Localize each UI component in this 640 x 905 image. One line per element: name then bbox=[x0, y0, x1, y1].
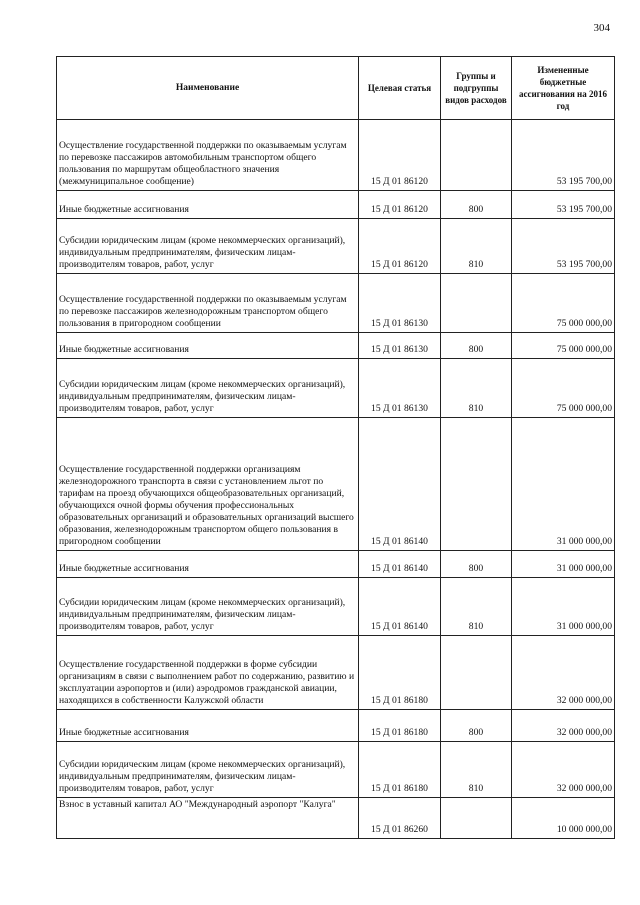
row-code: 15 Д 01 86120 bbox=[359, 191, 441, 219]
table-row bbox=[57, 219, 615, 274]
row-group bbox=[441, 798, 512, 839]
row-amount: 31 000 000,00 bbox=[512, 578, 615, 636]
table-row bbox=[57, 333, 615, 359]
row-name: Субсидии юридическим лицам (кроме некоммерческих организаций), индивидуальным предпринимателям, физическим лицам-производителям товаров, работ, услуг bbox=[57, 359, 359, 418]
row-group: 810 bbox=[441, 578, 512, 636]
row-code: 15 Д 01 86120 bbox=[359, 120, 441, 191]
row-amount: 31 000 000,00 bbox=[512, 418, 615, 551]
row-amount: 10 000 000,00 bbox=[512, 798, 615, 839]
row-amount: 75 000 000,00 bbox=[512, 359, 615, 418]
row-amount: 53 195 700,00 bbox=[512, 219, 615, 274]
row-name: Иные бюджетные ассигнования bbox=[57, 333, 359, 359]
row-code: 15 Д 01 86180 bbox=[359, 742, 441, 798]
header-name: Наименование bbox=[57, 57, 359, 120]
row-code: 15 Д 01 86130 bbox=[359, 359, 441, 418]
row-name: Иные бюджетные ассигнования bbox=[57, 710, 359, 742]
budget-table bbox=[56, 56, 615, 839]
row-code: 15 Д 01 86140 bbox=[359, 578, 441, 636]
row-group: 800 bbox=[441, 191, 512, 219]
table-row bbox=[57, 578, 615, 636]
table-row bbox=[57, 418, 615, 551]
row-group bbox=[441, 274, 512, 333]
row-amount: 75 000 000,00 bbox=[512, 333, 615, 359]
table-row bbox=[57, 359, 615, 418]
row-amount: 31 000 000,00 bbox=[512, 551, 615, 578]
row-group bbox=[441, 636, 512, 710]
row-amount: 32 000 000,00 bbox=[512, 710, 615, 742]
row-code: 15 Д 01 86130 bbox=[359, 274, 441, 333]
row-group: 810 bbox=[441, 742, 512, 798]
header-amount: Измененные бюджетные ассигнования на 2016 год bbox=[512, 57, 615, 120]
row-group: 810 bbox=[441, 359, 512, 418]
table-row bbox=[57, 798, 615, 839]
header-expense-group: Группы и подгруппы видов расходов bbox=[441, 57, 512, 120]
table-header-row bbox=[57, 57, 615, 120]
row-code: 15 Д 01 86260 bbox=[359, 798, 441, 839]
row-code: 15 Д 01 86130 bbox=[359, 333, 441, 359]
table-row bbox=[57, 710, 615, 742]
row-code: 15 Д 01 86140 bbox=[359, 418, 441, 551]
row-group bbox=[441, 418, 512, 551]
row-name: Иные бюджетные ассигнования bbox=[57, 551, 359, 578]
page-number: 304 bbox=[593, 22, 610, 34]
row-code: 15 Д 01 86140 bbox=[359, 551, 441, 578]
table-row bbox=[57, 274, 615, 333]
row-code: 15 Д 01 86180 bbox=[359, 710, 441, 742]
table-row bbox=[57, 120, 615, 191]
row-group: 810 bbox=[441, 219, 512, 274]
row-name: Субсидии юридическим лицам (кроме некоммерческих организаций), индивидуальным предпринимателям, физическим лицам-производителям товаров, работ, услуг bbox=[57, 219, 359, 274]
row-group: 800 bbox=[441, 333, 512, 359]
row-group: 800 bbox=[441, 551, 512, 578]
row-name: Осуществление государственной поддержки по оказываемым услугам по перевозке пассажиров железнодорожным транспортом общего пользования в пригородном сообщении bbox=[57, 274, 359, 333]
table-row bbox=[57, 742, 615, 798]
row-name: Осуществление государственной поддержки по оказываемым услугам по перевозке пассажиров автомобильным транспортом общего пользования по маршрутам общеобластного значения (межмуниципальное сообщение) bbox=[57, 120, 359, 191]
row-name: Осуществление государственной поддержки организациям железнодорожного транспорта в связи с установлением льгот по тарифам на проезд обучающихся общеобразовательных организаций, обучающихся очной формы обучения профессиональных образовательных организаций и образовательных организаций высшего образования, железнодорожным транспортом общего пользования в пригородном сообщении bbox=[57, 418, 359, 551]
table-row bbox=[57, 636, 615, 710]
row-code: 15 Д 01 86120 bbox=[359, 219, 441, 274]
row-amount: 53 195 700,00 bbox=[512, 191, 615, 219]
row-name: Субсидии юридическим лицам (кроме некоммерческих организаций), индивидуальным предпринимателям, физическим лицам-производителям товаров, работ, услуг bbox=[57, 742, 359, 798]
row-amount: 53 195 700,00 bbox=[512, 120, 615, 191]
row-name: Взнос в уставный капитал АО "Международный аэропорт "Калуга" bbox=[57, 798, 359, 839]
row-amount: 32 000 000,00 bbox=[512, 742, 615, 798]
row-amount: 75 000 000,00 bbox=[512, 274, 615, 333]
row-name: Осуществление государственной поддержки в форме субсидии организациям в связи с выполнением работ по содержанию, развитию и эксплуатации аэропортов и (или) аэродромов гражданской авиации, находящихся в собственности Калужской области bbox=[57, 636, 359, 710]
header-target-article: Целевая статья bbox=[359, 57, 441, 120]
row-group bbox=[441, 120, 512, 191]
table-row bbox=[57, 191, 615, 219]
table-row bbox=[57, 551, 615, 578]
row-name: Субсидии юридическим лицам (кроме некоммерческих организаций), индивидуальным предпринимателям, физическим лицам-производителям товаров, работ, услуг bbox=[57, 578, 359, 636]
row-group: 800 bbox=[441, 710, 512, 742]
row-code: 15 Д 01 86180 bbox=[359, 636, 441, 710]
row-name: Иные бюджетные ассигнования bbox=[57, 191, 359, 219]
row-amount: 32 000 000,00 bbox=[512, 636, 615, 710]
